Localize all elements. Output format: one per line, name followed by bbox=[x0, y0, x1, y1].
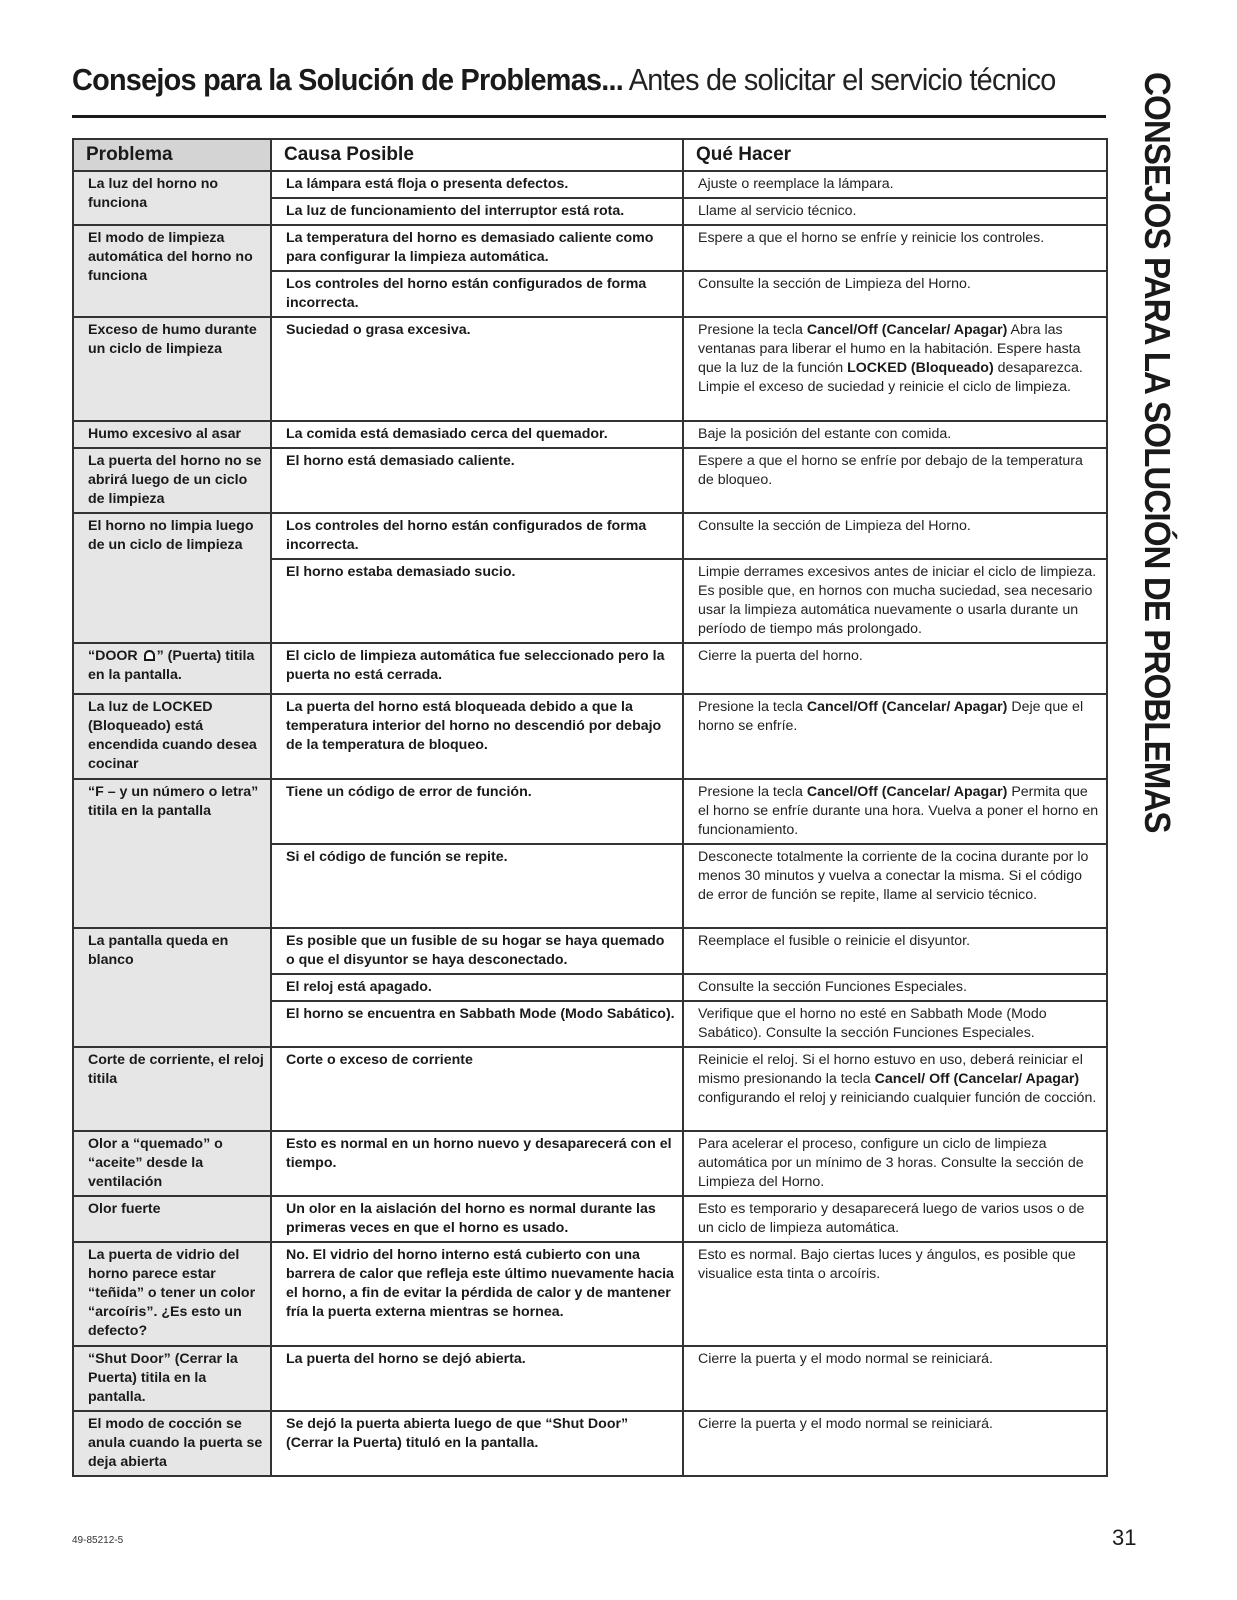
action-text: Abra las ventanas para liberar el humo en la habitación. Espere hasta que la luz de la función bbox=[698, 322, 1081, 376]
table-row bbox=[73, 171, 1107, 198]
action-text: Presione la tecla bbox=[698, 699, 807, 715]
column-header-cause: Causa Posible bbox=[271, 139, 683, 171]
table-row bbox=[73, 1411, 1107, 1476]
cause-cell: La puerta del horno está bloqueada debido a que la temperatura interior del horno no descendió por debajo de la temperatura de bloqueo. bbox=[271, 694, 683, 779]
table-row bbox=[73, 513, 1107, 559]
action-text: Presione la tecla bbox=[698, 784, 807, 800]
table-row bbox=[73, 225, 1107, 271]
action-text: desaparezca. Limpie el exceso de suciedad y reinicie el ciclo de limpieza. bbox=[698, 360, 1083, 395]
page-title-subtitle: Antes de solicitar el servicio técnico bbox=[623, 62, 1056, 97]
action-cell: Ajuste o reemplace la lámpara. bbox=[683, 171, 1107, 198]
action-cell: Cierre la puerta del horno. bbox=[683, 643, 1107, 694]
action-cell: Consulte la sección de Limpieza del Horno. bbox=[683, 513, 1107, 559]
table-row bbox=[73, 448, 1107, 513]
cause-cell: Es posible que un fusible de su hogar se haya quemado o que el disyuntor se haya desconectado. bbox=[271, 928, 683, 974]
cause-cell: No. El vidrio del horno interno está cubierto con una barrera de calor que refleja este último nuevamente hacia el horno, a fin de evitar la pérdida de calor y de mantener fría la puerta externa mientras se hornea. bbox=[271, 1242, 683, 1346]
problem-cell: “F – y un número o letra” titila en la pantalla bbox=[73, 779, 271, 928]
document-code: 49-85212-5 bbox=[72, 1535, 124, 1546]
action-cell: Desconecte totalmente la corriente de la cocina durante por lo menos 30 minutos y vuelva a conectar la misma. Si el código de error de función se repite, llame al servicio técnico. bbox=[683, 844, 1107, 928]
cause-cell: Esto es normal en un horno nuevo y desaparecerá con el tiempo. bbox=[271, 1131, 683, 1196]
lock-icon bbox=[144, 650, 155, 661]
problem-cell: La pantalla queda en blanco bbox=[73, 928, 271, 1047]
cause-cell: La puerta del horno se dejó abierta. bbox=[271, 1346, 683, 1411]
action-cell: Verifique que el horno no esté en Sabbath Mode (Modo Sabático). Consulte la sección Funciones Especiales. bbox=[683, 1001, 1107, 1047]
problem-cell: “Shut Door” (Cerrar la Puerta) titila en la pantalla. bbox=[73, 1346, 271, 1411]
side-tab bbox=[1136, 72, 1176, 892]
problem-cell: La puerta de vidrio del horno parece estar “teñida” o tener un color “arcoíris”. ¿Es esto un defecto? bbox=[73, 1242, 271, 1346]
cause-cell: Tiene un código de error de función. bbox=[271, 779, 683, 844]
title-rule bbox=[72, 115, 1106, 118]
action-cell: Cierre la puerta y el modo normal se reiniciará. bbox=[683, 1346, 1107, 1411]
cause-cell: El ciclo de limpieza automática fue seleccionado pero la puerta no está cerrada. bbox=[271, 643, 683, 694]
page-title bbox=[72, 62, 1056, 108]
column-header-problem: Problema bbox=[73, 139, 271, 171]
cause-cell: Los controles del horno están configurados de forma incorrecta. bbox=[271, 513, 683, 559]
action-cell bbox=[683, 317, 1107, 421]
action-cell: Cierre la puerta y el modo normal se reiniciará. bbox=[683, 1411, 1107, 1476]
table-row bbox=[73, 1047, 1107, 1131]
table-row bbox=[73, 928, 1107, 974]
action-cell: Reemplace el fusible o reinicie el disyuntor. bbox=[683, 928, 1107, 974]
troubleshooting-table bbox=[72, 138, 1108, 1477]
table-row bbox=[73, 1242, 1107, 1346]
action-cell: Consulte la sección Funciones Especiales. bbox=[683, 974, 1107, 1001]
problem-cell: La luz del horno no funciona bbox=[73, 171, 271, 225]
action-cell: Para acelerar el proceso, configure un ciclo de limpieza automática por un mínimo de 3 horas. Consulte la sección de Limpieza del Horno. bbox=[683, 1131, 1107, 1196]
action-cell: Esto es temporario y desaparecerá luego de varios usos o de un ciclo de limpieza automática. bbox=[683, 1196, 1107, 1242]
action-cell: Baje la posición del estante con comida. bbox=[683, 421, 1107, 448]
table-row bbox=[73, 1196, 1107, 1242]
action-cell: Consulte la sección de Limpieza del Horno. bbox=[683, 271, 1107, 317]
action-text: Reinicie el reloj. Si el horno estuvo en uso, deberá reiniciar el mismo presionando la tecla bbox=[698, 1052, 1083, 1087]
problem-cell: La luz de LOCKED (Bloqueado) está encendida cuando desea cocinar bbox=[73, 694, 271, 779]
side-tab-label: CONSEJOS PARA LA SOLUCIÓN DE PROBLEMAS bbox=[1137, 72, 1178, 833]
problem-cell: El modo de limpieza automática del horno no funciona bbox=[73, 225, 271, 317]
column-header-action: Qué Hacer bbox=[683, 139, 1107, 171]
cause-cell: Si el código de función se repite. bbox=[271, 844, 683, 928]
cause-cell: Un olor en la aislación del horno es normal durante las primeras veces en que el horno es usado. bbox=[271, 1196, 683, 1242]
problem-cell: Humo excesivo al asar bbox=[73, 421, 271, 448]
action-cell bbox=[683, 1047, 1107, 1131]
table-row bbox=[73, 694, 1107, 779]
table-row bbox=[73, 643, 1107, 694]
cause-cell: La luz de funcionamiento del interruptor está rota. bbox=[271, 198, 683, 225]
problem-text: “DOOR bbox=[88, 648, 142, 664]
table-row bbox=[73, 1131, 1107, 1196]
cause-cell: Se dejó la puerta abierta luego de que “Shut Door” (Cerrar la Puerta) tituló en la pantalla. bbox=[271, 1411, 683, 1476]
cause-cell: Los controles del horno están configurados de forma incorrecta. bbox=[271, 271, 683, 317]
action-cell: Limpie derrames excesivos antes de iniciar el ciclo de limpieza. Es posible que, en hornos con mucha suciedad, sea necesario usar la limpieza automática nuevamente o usarla durante un período de tiempo más prolongado. bbox=[683, 559, 1107, 643]
cause-cell: El horno estaba demasiado sucio. bbox=[271, 559, 683, 643]
action-cell: Llame al servicio técnico. bbox=[683, 198, 1107, 225]
table-row bbox=[73, 1346, 1107, 1411]
problem-cell: El modo de cocción se anula cuando la puerta se deja abierta bbox=[73, 1411, 271, 1476]
cause-cell: La comida está demasiado cerca del quemador. bbox=[271, 421, 683, 448]
problem-cell: El horno no limpia luego de un ciclo de limpieza bbox=[73, 513, 271, 643]
problem-cell: Olor a “quemado” o “aceite” desde la ventilación bbox=[73, 1131, 271, 1196]
table-header-row bbox=[73, 139, 1107, 171]
table-row bbox=[73, 421, 1107, 448]
cause-cell: La lámpara está floja o presenta defectos. bbox=[271, 171, 683, 198]
page-number: 31 bbox=[1112, 1525, 1137, 1550]
problem-cell: Exceso de humo durante un ciclo de limpieza bbox=[73, 317, 271, 421]
action-cell: Espere a que el horno se enfríe por debajo de la temperatura de bloqueo. bbox=[683, 448, 1107, 513]
action-cell bbox=[683, 694, 1107, 779]
table-row bbox=[73, 779, 1107, 844]
page-title-bold: Consejos para la Solución de Problemas... bbox=[72, 62, 624, 97]
cause-cell: El horno se encuentra en Sabbath Mode (Modo Sabático). bbox=[271, 1001, 683, 1047]
cancel-off-key-label: Cancel/Off (Cancelar/ Apagar) bbox=[806, 699, 1008, 715]
problem-text: ” (Puerta) titila en la pantalla. bbox=[88, 648, 255, 683]
problem-cell: Olor fuerte bbox=[73, 1196, 271, 1242]
problem-cell: Corte de corriente, el reloj titila bbox=[73, 1047, 271, 1131]
action-cell: Espere a que el horno se enfríe y reinicie los controles. bbox=[683, 225, 1107, 271]
table-row bbox=[73, 317, 1107, 421]
cause-cell: El reloj está apagado. bbox=[271, 974, 683, 1001]
locked-label: LOCKED (Bloqueado) bbox=[847, 360, 994, 376]
cause-cell: Corte o exceso de corriente bbox=[271, 1047, 683, 1131]
action-text: Deje que el horno se enfríe. bbox=[698, 699, 1084, 734]
cancel-off-key-label: Cancel/Off (Cancelar/ Apagar) bbox=[806, 784, 1008, 800]
cause-cell: La temperatura del horno es demasiado caliente como para configurar la limpieza automática. bbox=[271, 225, 683, 271]
problem-cell: La puerta del horno no se abrirá luego de un ciclo de limpieza bbox=[73, 448, 271, 513]
action-cell: Esto es normal. Bajo ciertas luces y ángulos, es posible que visualice esta tinta o arcoíris. bbox=[683, 1242, 1107, 1346]
problem-cell bbox=[73, 643, 271, 694]
cause-cell: El horno está demasiado caliente. bbox=[271, 448, 683, 513]
action-cell bbox=[683, 779, 1107, 844]
cancel-off-key-label: Cancel/Off (Cancelar/ Apagar) bbox=[806, 322, 1008, 338]
cancel-off-key-label: Cancel/ Off (Cancelar/ Apagar) bbox=[874, 1071, 1080, 1087]
action-text: Presione la tecla bbox=[698, 322, 807, 338]
action-text: configurando el reloj y reiniciando cualquier función de cocción. bbox=[698, 1090, 1097, 1106]
action-text: Permita que el horno se enfríe durante una hora. Vuelva a poner el horno en funcionamiento. bbox=[698, 784, 1099, 838]
cause-cell: Suciedad o grasa excesiva. bbox=[271, 317, 683, 421]
